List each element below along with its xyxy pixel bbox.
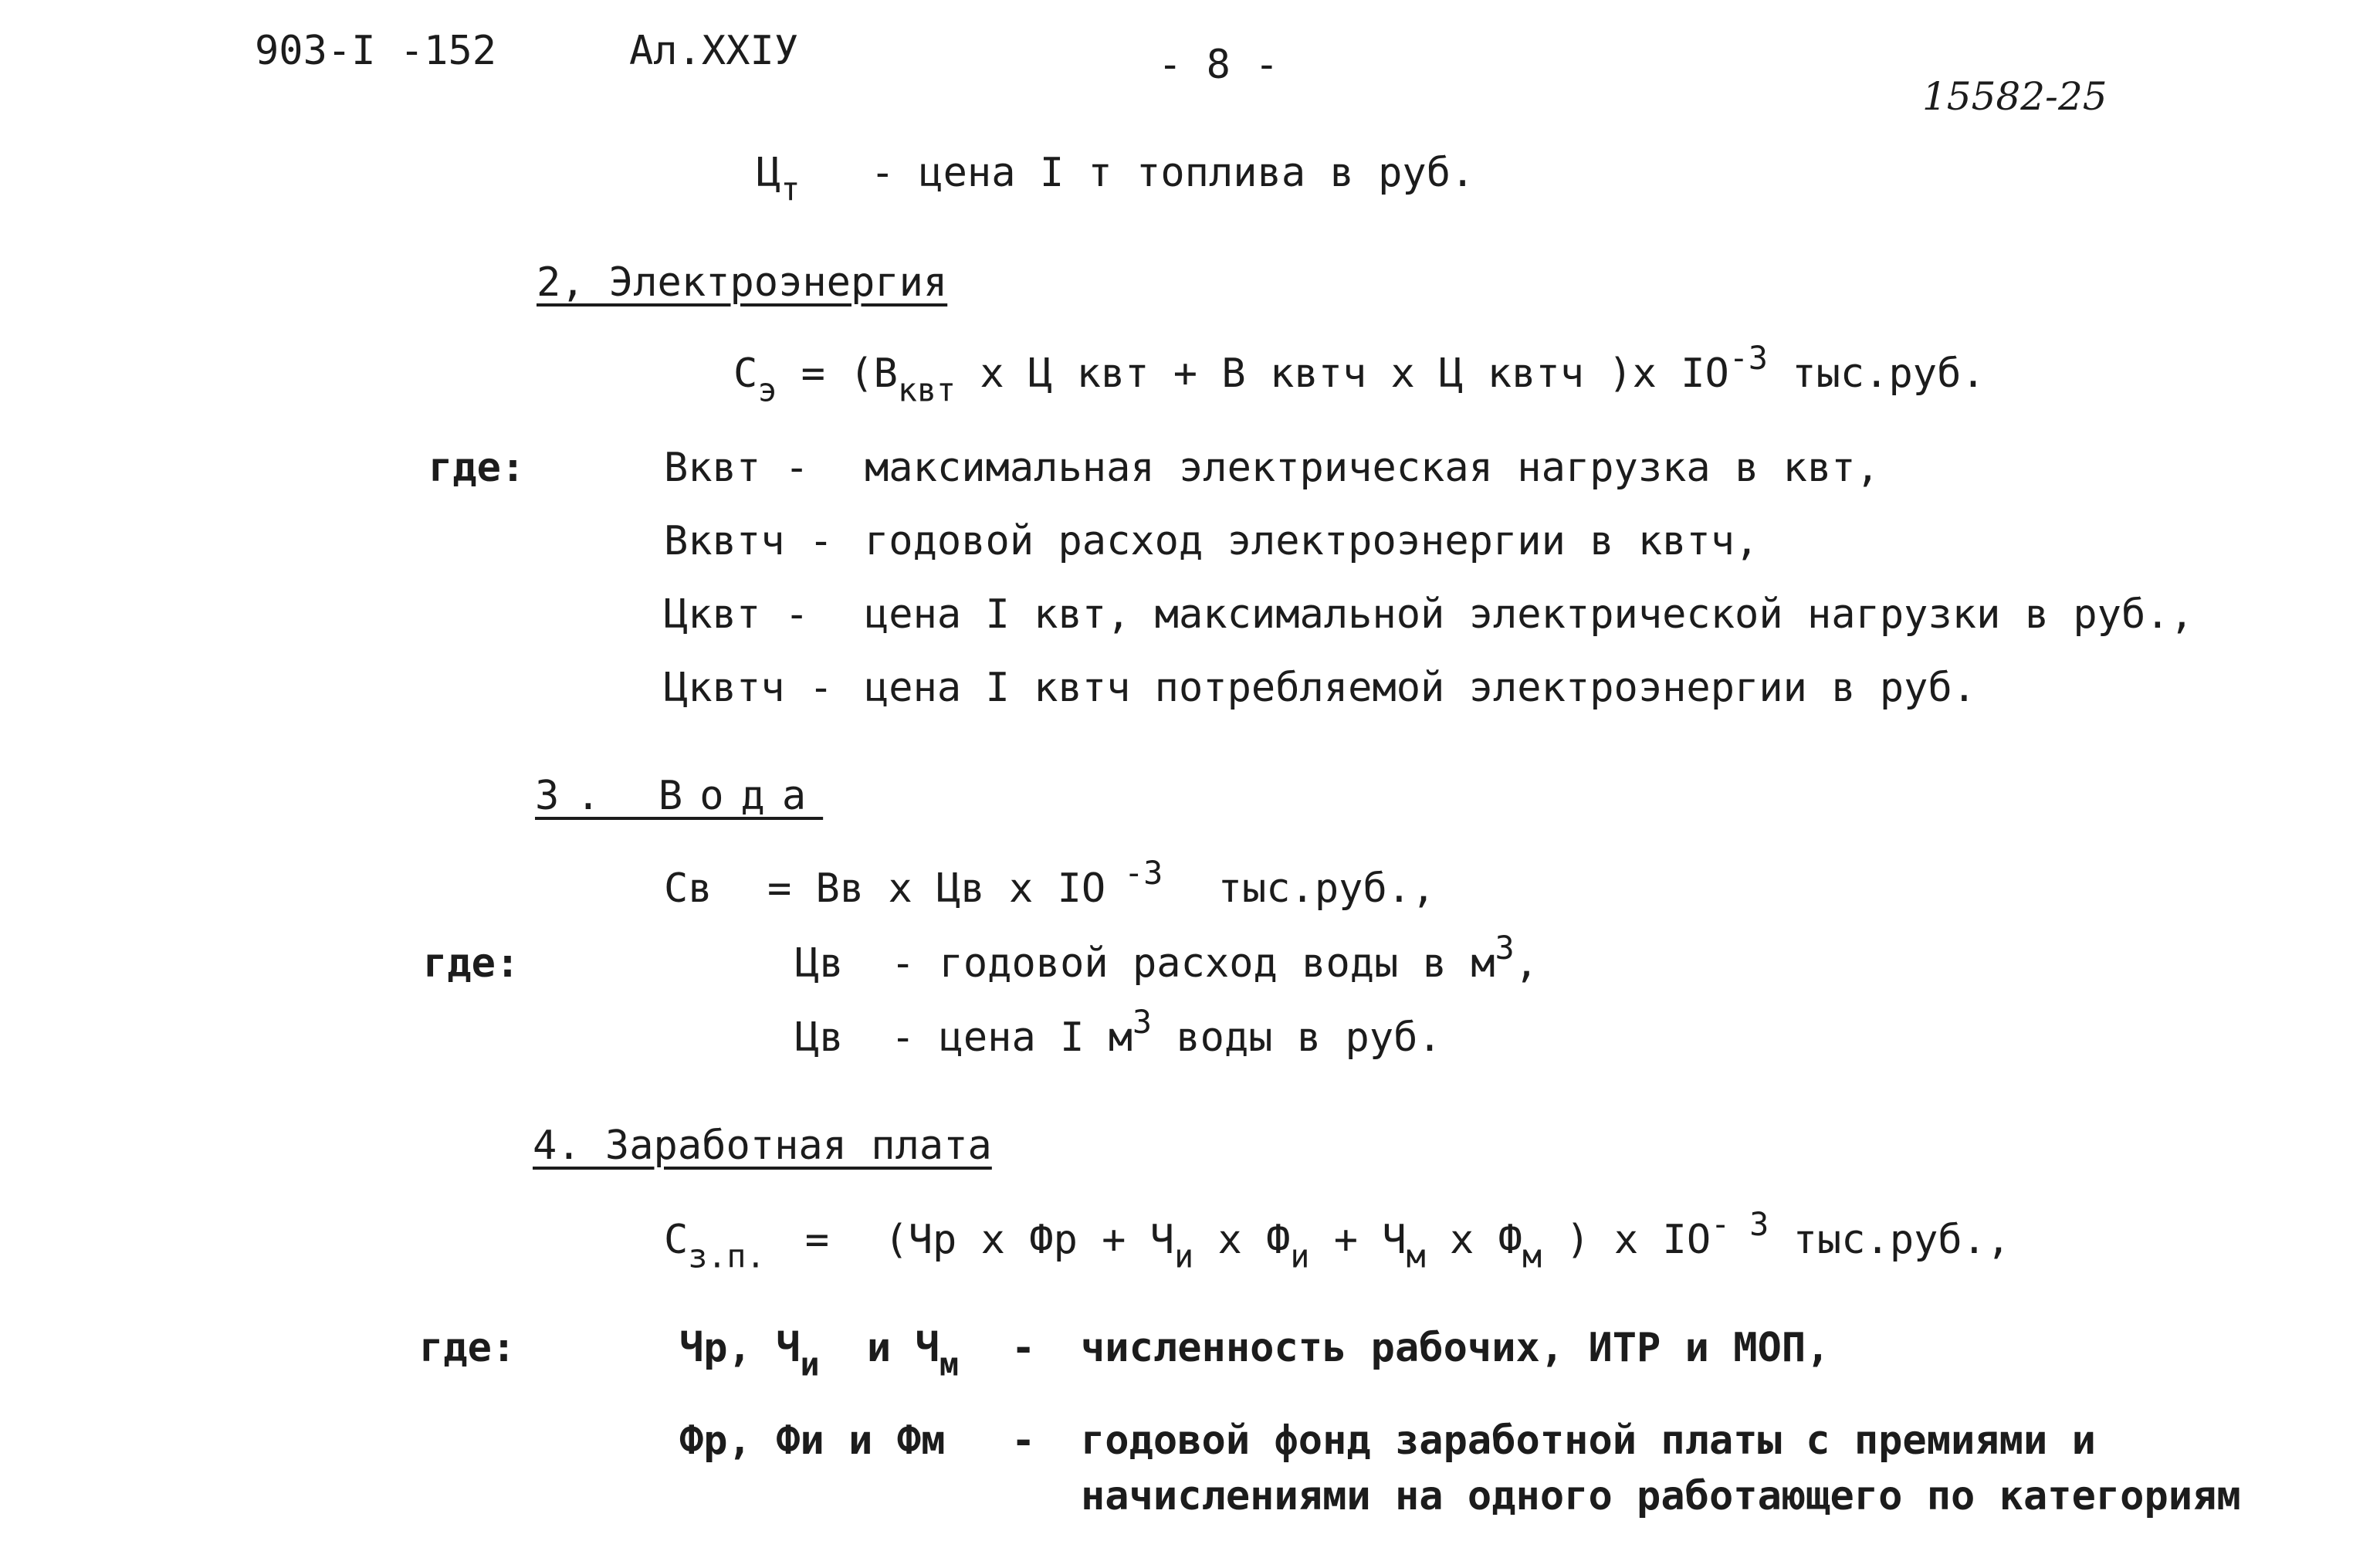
def-text: годовой расход электроэнергии в квтч, — [865, 518, 1759, 564]
def-text: численность рабочих, ИТР и МОП, — [1081, 1325, 1830, 1371]
wages-def-term-2: Фр, Фи и Фм — [679, 1417, 946, 1464]
formula-exponent: -3 — [1728, 339, 1768, 378]
album-label: Ал.XXIУ — [629, 28, 799, 74]
section-heading-water: 3. Вода — [535, 773, 824, 819]
def-term: Вквтч - — [664, 518, 834, 564]
formula-lhs-sub: з.п. — [688, 1237, 766, 1275]
fuel-var-sub: т — [780, 170, 801, 208]
def-dash: - — [1011, 1325, 1036, 1371]
formula-mid: x Ц квт + В квтч x Ц квтч )x IO — [980, 351, 1729, 397]
page-number: - 8 - — [1158, 42, 1279, 88]
doc-code: 903-I -152 — [255, 28, 497, 74]
formula-part: x Ф — [1217, 1217, 1291, 1263]
def-text: максимальная электрическая нагрузка в квт, — [865, 445, 1880, 491]
formula-part: + Ч — [1333, 1217, 1407, 1263]
wages-formula — [664, 1205, 2011, 1275]
def-term: Цв — [795, 1014, 844, 1061]
water-formula — [664, 854, 1436, 912]
wages-def-term-1 — [679, 1325, 959, 1384]
def-text-continued: начислениями на одного работающего по категориям — [1081, 1473, 2241, 1519]
def-term: Цквтч - — [664, 665, 834, 711]
unit-exponent: 3 — [1495, 929, 1515, 967]
where-label-wages: где: — [419, 1325, 516, 1371]
formula-exponent: -3 — [1124, 854, 1163, 892]
def-dash: - — [1011, 1417, 1036, 1464]
formula-lhs: С — [733, 351, 758, 397]
formula-part: (Чр x Фр + Ч — [884, 1217, 1175, 1263]
fuel-price-line — [757, 150, 1475, 208]
formula-lhs: Св — [664, 865, 713, 912]
electricity-formula — [733, 339, 1986, 409]
formula-b-sub: квт — [897, 371, 956, 409]
water-def-line — [795, 929, 1539, 987]
formula-unit: тыс.руб., — [1217, 865, 1436, 912]
formula-exponent: - 3 — [1711, 1205, 1769, 1244]
formula-eq: = (В — [801, 351, 898, 397]
term-part: и Ч — [866, 1325, 939, 1371]
def-text: - цена I м — [890, 1014, 1133, 1061]
def-text: цена I квтч потребляемой электроэнергии в руб. — [865, 665, 1977, 711]
archive-stamp-number: 15582-25 — [1922, 74, 2107, 119]
where-label-electricity: где: — [428, 445, 526, 491]
def-tail: воды в руб. — [1152, 1014, 1442, 1061]
formula-eq: = — [804, 1217, 830, 1263]
formula-lhs: С — [664, 1217, 689, 1263]
section-heading-wages: 4. Заработная плата — [533, 1123, 992, 1169]
formula-sub: м — [1522, 1237, 1542, 1275]
def-term: Вквт - — [664, 445, 809, 491]
def-term: Цв — [795, 940, 844, 987]
term-sub: м — [939, 1345, 959, 1384]
term-sub: и — [800, 1345, 820, 1384]
def-text: - годовой расход воды в м — [890, 940, 1495, 987]
def-text: годовой фонд заработной платы с премиями и — [1081, 1417, 2096, 1464]
section-heading-electricity: 2, Электроэнергия — [537, 259, 948, 306]
formula-part: x Ф — [1450, 1217, 1522, 1263]
def-term: Цквт - — [664, 591, 809, 638]
fuel-desc: - цена I т топлива в руб. — [870, 150, 1475, 196]
water-def-line — [795, 1003, 1442, 1061]
formula-part: ) x IO — [1566, 1217, 1711, 1263]
term-part: Чр, Ч — [679, 1325, 801, 1371]
formula-unit: тыс.руб., — [1793, 1217, 2011, 1263]
where-label-water: где: — [423, 940, 520, 987]
formula-unit: тыс.руб. — [1792, 351, 1986, 397]
formula-rhs: = Вв x Цв x IO — [767, 865, 1106, 912]
formula-sub: и — [1174, 1237, 1194, 1275]
formula-sub: и — [1290, 1237, 1310, 1275]
def-tail: , — [1514, 940, 1539, 987]
formula-lhs-sub: э — [757, 371, 777, 409]
def-text: цена I квт, максимальной электрической нагрузки в руб., — [865, 591, 2194, 638]
unit-exponent: 3 — [1132, 1003, 1153, 1041]
fuel-var: Ц — [757, 150, 781, 196]
formula-sub: м — [1406, 1237, 1426, 1275]
